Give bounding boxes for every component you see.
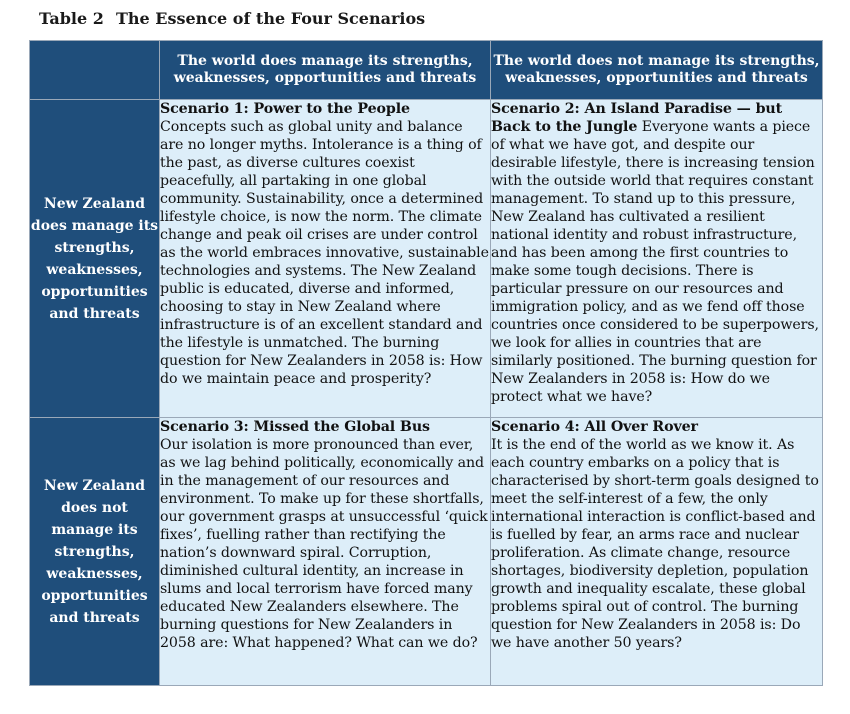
- scenario-3-cell: [160, 418, 491, 686]
- scenario-3-text: Our isolation is more pronounced than ever, as we lag behind politically, economically and in the management of our resources and environment. To make up for these shortfalls, our government grasps at unsuccessful ‘quick fixes’, fuelling rather than rectifying the nation’s downward spiral. Corruption, diminished cultural identity, an increase in slums and local terrorism have forced many educated New Zealanders elsewhere. The burning questions for New Zealanders in 2058 are: What happened? What can we do?: [160, 437, 488, 651]
- scenario-2-cell: [491, 100, 823, 418]
- scenario-1-text: Concepts such as global unity and balance are no longer myths. Intolerance is a thing of the past, as diverse cultures coexist peacefully, all partaking in one global community. Sustainability, once a determined lifestyle choice, is now the norm. The climate change and peak oil crises are under control as the world embraces innovative, sustainable technologies and systems. The New Zealand public is educated, diverse and informed, choosing to stay in New Zealand where infrastructure is of an excellent standard and the lifestyle is unmatched. The burning question for New Zealanders in 2058 is: How do we maintain peace and prosperity?: [160, 119, 489, 387]
- table-caption: [39, 9, 425, 28]
- table-row-nz-not-manages: [30, 418, 823, 686]
- scenario-3-title: Scenario 3: Missed the Global Bus: [160, 419, 430, 435]
- table-row-nz-manages: [30, 100, 823, 418]
- scenario-1-cell: [160, 100, 491, 418]
- scenarios-table: [29, 40, 823, 686]
- scenario-4-text: It is the end of the world as we know it. As each country embarks on a policy that is characterised by short-term goals designed to meet the self-interest of a few, the only international interaction is conflict-based and is fuelled by fear, an arms race and nuclear proliferation. As climate change, resource shortages, biodiversity depletion, population growth and inequality escalate, these global problems spiral out of control. The burning question for New Zealanders in 2058 is: Do we have another 50 years?: [491, 437, 819, 651]
- row-header-nz-manages: New Zealand does manage its strengths, weaknesses, opportunities and threats: [30, 100, 160, 418]
- column-header-world-manages: The world does manage its strengths, weaknesses, opportunities and threats: [160, 41, 491, 100]
- scenario-2-text: Everyone wants a piece of what we have got, and despite our desirable lifestyle, there is increasing tension with the outside world that requires constant management. To stand up to this pressure, New Zealand has cultivated a resilient national identity and robust infrastructure, and has been among the first countries to make some tough decisions. There is particular pressure on our resources and immigration policy, and as we fend off those countries once considered to be superpowers, we look for allies in countries that are similarly positioned. The burning question for New Zealanders in 2058 is: How do we protect what we have?: [491, 119, 819, 405]
- scenario-2-title: Scenario 2: An Island Paradise — but Back to the Jungle: [491, 101, 783, 135]
- column-header-row: [30, 41, 823, 100]
- table-number: Table 2: [39, 9, 104, 28]
- table-title: The Essence of the Four Scenarios: [116, 9, 426, 28]
- scenario-4-title: Scenario 4: All Over Rover: [491, 419, 698, 435]
- row-header-nz-not-manages: New Zealand does not manage its strengths, weaknesses, opportunities and threats: [30, 418, 160, 686]
- scenario-1-title: Scenario 1: Power to the People: [160, 101, 410, 117]
- scenario-4-cell: [491, 418, 823, 686]
- column-header-world-not-manages: The world does not manage its strengths, weaknesses, opportunities and threats: [491, 41, 823, 100]
- corner-cell: [30, 41, 160, 100]
